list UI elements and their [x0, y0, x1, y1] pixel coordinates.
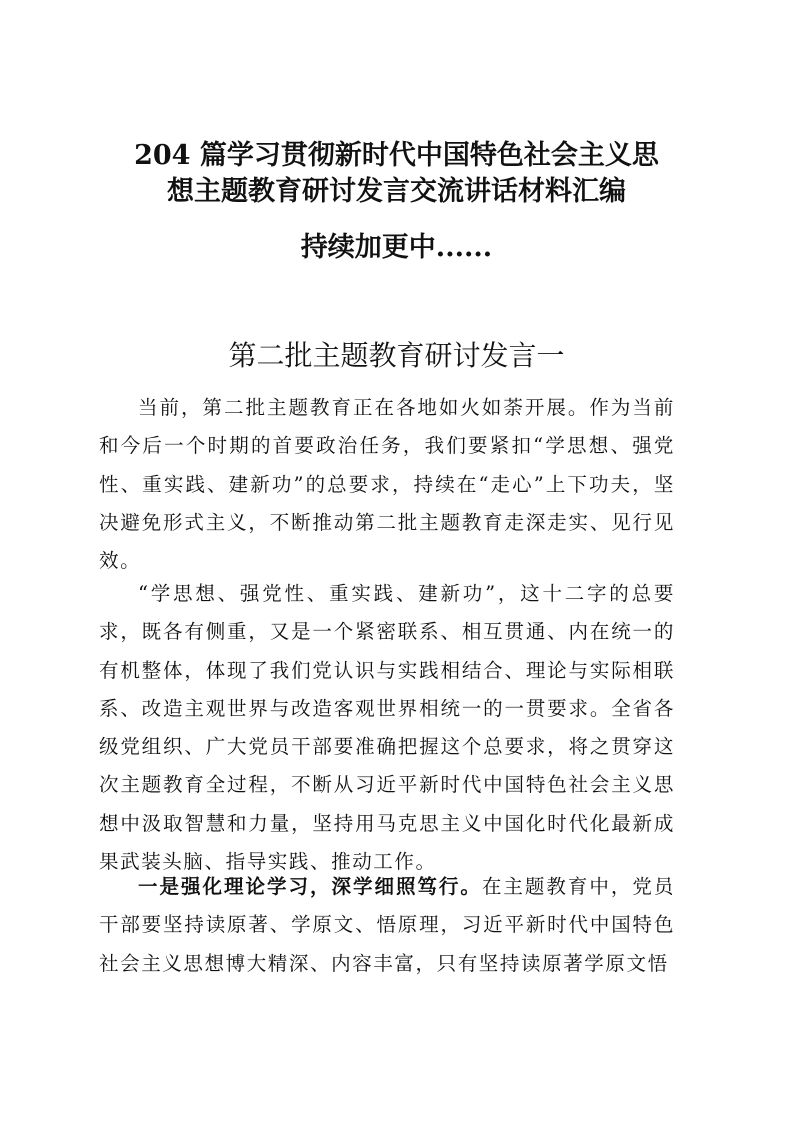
paragraph-2: “学思想、强党性、重实践、建新功”，这十二字的总要求，既各有侧重，又是一个紧密联系、相互贯通、内在统一的有机整体，体现了我们党认识与实践相结合、理论与实际相联系、改造主观世界与改造客观世界相统一的一贯要求。全省各级党组织、广大党员干部要准确把握这个总要求，将之贯穿这次主题教育全过程，不断从习近平新时代中国特色社会主义思想中汲取智慧和力量，坚持用马克思主义中国化时代化最新成果武装头脑、指导实践、推动工作。: [99, 582, 675, 874]
paragraph-3-lead: 一是强化理论学习，深学细照笃行。: [138, 875, 482, 898]
document-title-line-2: 想主题教育研讨发言交流讲话材料汇编: [167, 176, 626, 207]
paragraph-1: 当前，第二批主题教育正在各地如火如荼开展。作为当前和今后一个时期的首要政治任务，我们要紧扣“学思想、强党性、重实践、建新功”的总要求，持续在“走心”上下功夫，坚决避免形式主义，不断推动第二批主题教育走深走实、见行见效。: [99, 396, 675, 573]
paragraph-3: [99, 868, 675, 983]
document-title-line-1: 204 篇学习贯彻新时代中国特色社会主义思: [134, 140, 659, 171]
document-subtitle: 持续加更中......: [300, 232, 493, 263]
paragraph-3-text: 在主题教育中，党员干部要坚持读原著、学原文、悟原理，习近平新时代中国特色社会主义思想博大精深、内容丰富，只有坚持读原著学原文悟: [99, 875, 675, 975]
section-title: 第二批主题教育研讨发言一: [228, 339, 565, 372]
